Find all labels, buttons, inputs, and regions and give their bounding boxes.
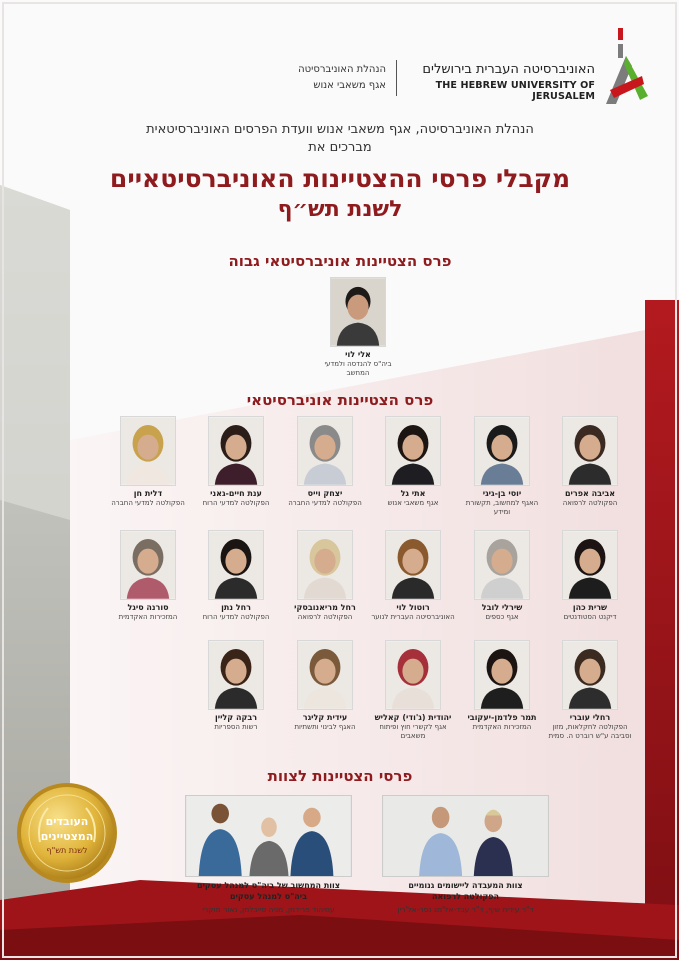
winner-card [371,416,455,508]
winner-name: אלי לוי [345,350,371,359]
winner-department: הפקולטה למדעי החברה [288,499,362,507]
winner-card [548,530,632,622]
winner-department: הפקולטה למדעי הרוח [202,613,270,621]
portrait-photo [385,530,441,600]
winner-department: דיקנט הסטודנטים [563,613,617,621]
university-name-english: THE HEBREW UNIVERSITY OF JERUSALEM [435,80,595,102]
winner-department: אגף לקשרי חוץ ופיתוח משאבים [379,723,447,740]
winner-department: הפקולטה למדעי הרוח [202,499,270,507]
page-title: מקבלי פרסי ההצטיינות האוניברסיטאיים [109,164,571,193]
winner-department: המזכירות האקדמית [472,723,532,731]
winner-card [371,530,455,622]
team-caption-genomics [378,880,553,915]
winner-card [106,530,190,622]
team-members: ד"ר עידית שיף, ד"ר עבד-אל'מג נסר-אל'רין [397,905,534,914]
portrait-photo [120,416,176,486]
section-heading-team-award: פרסי הצטיינות לצוות [267,767,413,785]
winner-department: המזכירות האקדמית [118,613,178,621]
winner-department: הפקולטה לרפואה [297,613,353,621]
high-award-card [316,277,400,378]
winner-name: יוסי בן-גיגי [482,489,522,498]
winner-name: אביבה אפרים [564,489,616,498]
portrait-photo [474,530,530,600]
medal-text-line-3: לשנת תש"ף [46,846,88,855]
winner-card [460,530,544,622]
winner-card [460,416,544,517]
medal-text-line-2: המצטיינים [40,830,94,843]
winner-department: ביה"ס להנדסה ולמדעי המחשב [324,360,392,377]
intro-line-1: הנהלת האוניברסיטה, אגף משאבי אנוש וועדת הפרסים האוניברסיטאית [146,122,534,137]
winner-card [283,530,367,622]
team-photo-computing [185,795,352,877]
winner-department: רשות הספריות [214,723,258,731]
winner-name: רבקה קליין [214,713,258,722]
winner-card [371,640,455,741]
portrait-photo [385,416,441,486]
winner-name: תמר פלדמן-יעקובי [467,713,537,722]
winner-card [460,640,544,732]
portrait-photo [208,640,264,710]
portrait-photo [297,530,353,600]
portrait-photo [474,640,530,710]
portrait-photo [120,530,176,600]
winner-name: ענת חיים-גאני [210,489,262,498]
winner-department: הפקולטה לחקלאות, מזון וסביבה ע"ש רוברט ה. סמית [548,723,632,740]
winner-card [283,416,367,508]
winner-name: רוטול לוי [396,603,430,612]
winner-card [194,530,278,622]
winner-name: רחל נתן [221,603,251,612]
university-name-hebrew: האוניברסיטה העברית בירושלים [422,62,595,77]
header-divider [396,60,397,96]
page-subtitle: לשנת תש״ף [277,197,403,222]
portrait-photo [208,416,264,486]
team-caption-computing [181,880,356,915]
medal-text-line-1: העובדים [45,815,89,828]
winner-name: עידית קליגר [302,713,348,722]
portrait-photo [297,640,353,710]
portrait-photo [385,640,441,710]
portrait-photo [562,416,618,486]
winner-department: הפקולטה לרפואה [562,499,618,507]
hr-division-label: אגף משאבי אנוש [313,80,386,91]
winner-department: האגף לבינוי ותשתיות [294,723,356,731]
winner-department: האגף למחשוב, תקשורת ומידע [465,499,539,516]
portrait-photo [330,277,386,347]
winner-card [548,640,632,741]
section-heading-university-award: פרס הצטיינות אוניברסיטאי [246,391,434,409]
winner-name: שירלי לובל [481,603,523,612]
winner-card [194,640,278,732]
winner-name: רחל מריאנובסקי [294,603,356,612]
team-unit: הפקולטה לרפואה [432,892,499,901]
winner-name: סורנה סיגל [127,603,169,612]
winner-name: דלית חן [133,489,163,498]
winner-card [283,640,367,732]
team-name: צוות המחשוב של ביה"ס למנהל עסקים [197,881,340,890]
team-members: עמיהוד פרידמן, מניה סייבלמן, נאור מוקרי [202,905,335,914]
winner-department: האוניברסיטה העברית לנוער [371,613,455,621]
portrait-photo [208,530,264,600]
portrait-photo [474,416,530,486]
team-name: צוות המעבדה ליישומים גנומיים [408,881,523,890]
winner-name: אתי גל [400,489,426,498]
portrait-photo [562,640,618,710]
team-unit: ביה"ס למנהל עסקים [229,892,308,901]
intro-line-2: מברכים את [308,140,372,155]
winner-department: הפקולטה למדעי החברה [111,499,185,507]
winner-department: אגף כספים [485,613,519,621]
winner-name: יהודית (ג'ודי) קאליש [374,713,452,722]
winner-card [548,416,632,508]
winner-name: שרית כהן [572,603,608,612]
portrait-photo [562,530,618,600]
winner-card [194,416,278,508]
winner-name: רחלי עוברי [569,713,611,722]
portrait-photo [297,416,353,486]
university-logo [604,26,650,106]
section-heading-high-award: פרס הצטיינות אוניברסיטאי גבוה [228,252,452,270]
winner-name: יצחק וייס [307,489,343,498]
winner-department: אגף משאבי אנוש [387,499,439,507]
team-photo-genomics [382,795,549,877]
winner-card [106,416,190,508]
management-label: הנהלת האוניברסיטה [298,64,386,75]
